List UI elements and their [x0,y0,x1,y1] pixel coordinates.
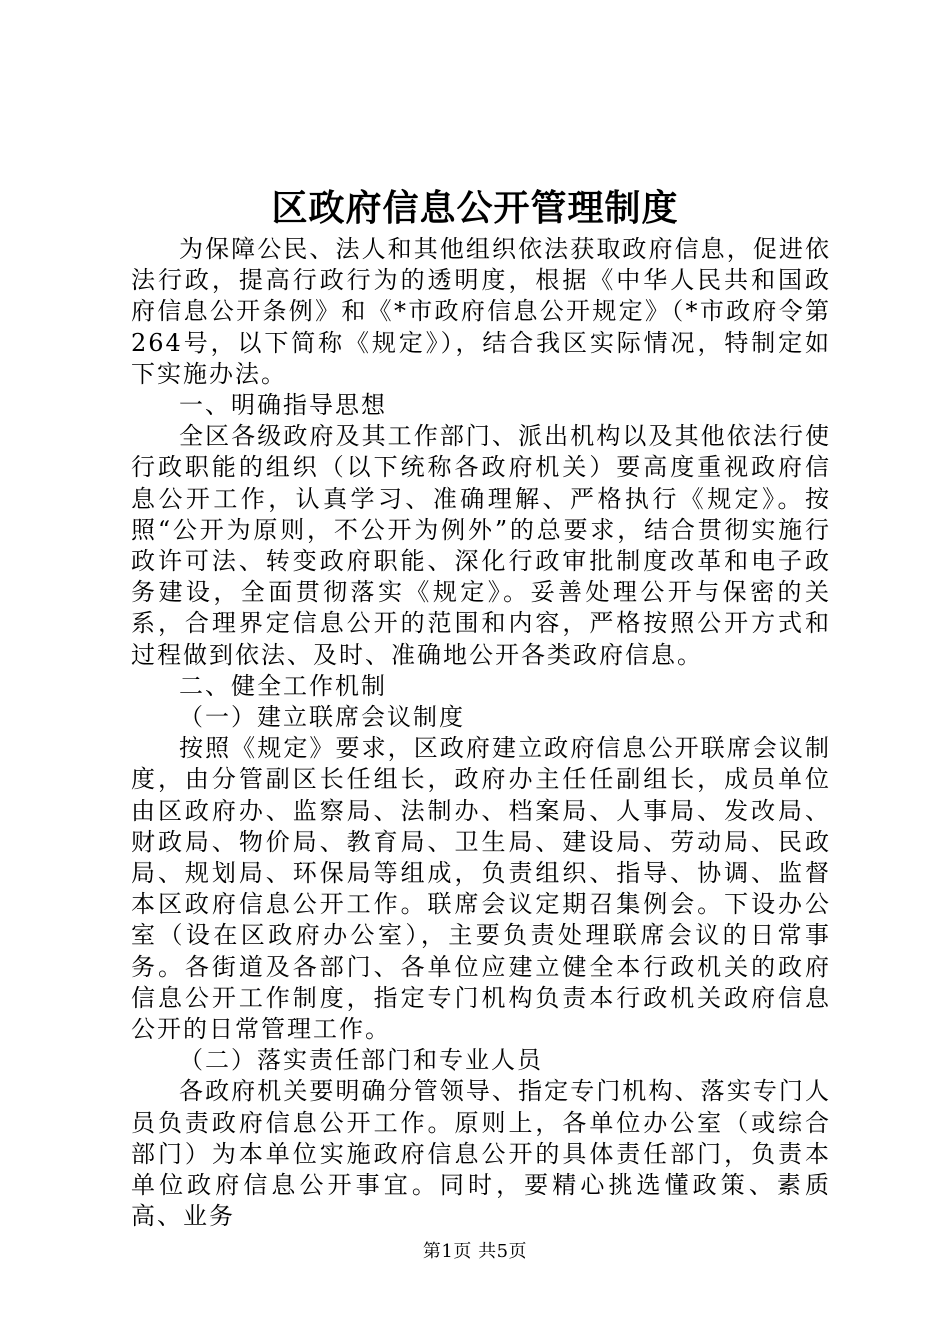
document-title: 区政府信息公开管理制度 [271,187,679,229]
section-1-paragraph: 全区各级政府及其工作部门、派出机构以及其他依法行使行政职能的组织（以下统称各政府机关）要高度重视政府信息公开工作，认真学习、准确理解、严格执行《规定》。按照“公开为原则，不公开为例外”的总要求，结合贯彻实施行政许可法、转变政府职能、深化行政审批制度改革和电子政务建设，全面贯彻落实《规定》。妥善处理公开与保密的关系，合理界定信息公开的范围和内容，严格按照公开方式和过程做到依法、及时、准确地公开各类政府信息。 [131,422,831,669]
section-heading-2: 二、健全工作机制 [179,671,387,700]
subsection-heading-2: （二）落实责任部门和专业人员 [179,1046,543,1075]
subsection-heading-1: （一）建立联席会议制度 [179,703,465,732]
section-heading-1: 一、明确指导思想 [179,391,387,420]
document-body [131,234,831,1233]
page-number-footer: 第1页 共5页 [422,1241,528,1262]
subsection-2-paragraph: 各政府机关要明确分管领导、指定专门机构、落实专门人员负责政府信息公开工作。原则上，各单位办公室（或综合部门）为本单位实施政府信息公开的具体责任部门，负责本单位政府信息公开事宜。同时，要精心挑选懂政策、素质高、业务 [131,1077,831,1231]
subsection-1-paragraph: 按照《规定》要求，区政府建立政府信息公开联席会议制度，由分管副区长任组长，政府办主任任副组长，成员单位由区政府办、监察局、法制办、档案局、人事局、发改局、财政局、物价局、教育局、卫生局、建设局、劳动局、民政局、规划局、环保局等组成，负责组织、指导、协调、监督本区政府信息公开工作。联席会议定期召集例会。下设办公室（设在区政府办公室），主要负责处理联席会议的日常事务。各街道及各部门、各单位应建立健全本行政机关的政府信息公开工作制度，指定专门机构负责本行政机关政府信息公开的日常管理工作。 [131,734,831,1044]
intro-paragraph: 为保障公民、法人和其他组织依法获取政府信息，促进依法行政，提高行政行为的透明度，根据《中华人民共和国政府信息公开条例》和《*市政府信息公开规定》（*市政府令第264号，以下简称《规定》），结合我区实际情况，特制定如下实施办法。 [131,235,831,388]
